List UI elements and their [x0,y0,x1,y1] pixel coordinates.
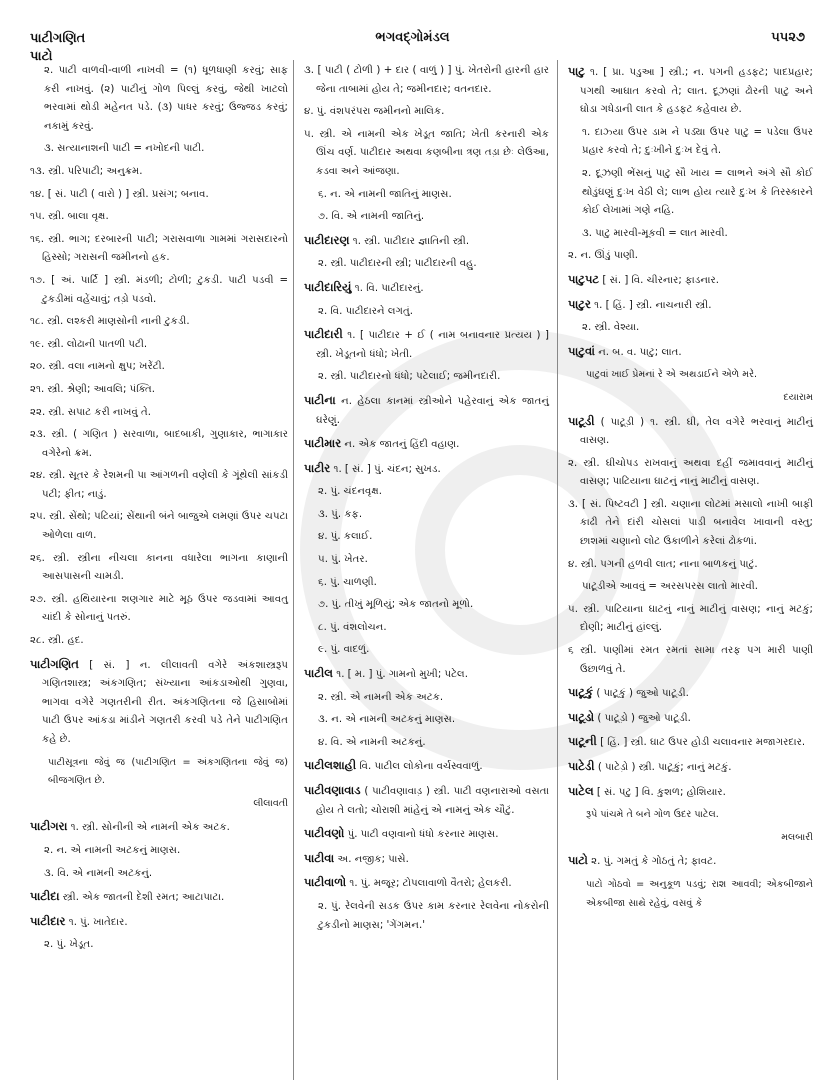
sub-sense: ૬. ન. એ નામની જાતિનું માણસ. [318,188,452,200]
dictionary-entry [304,849,549,870]
dictionary-entry [304,756,549,777]
sub-sense: ૩. ન. એ નામની અટકનું માણસ. [318,714,456,726]
definition: ૧. સ્ત્રી. સોનીની એ નામની એક અટક. [67,822,230,834]
dictionary-entry [568,708,813,729]
headword: પાટીમાર [304,436,342,451]
headword: પાટીગરા [30,819,68,834]
quotation-source: દયારામ [783,391,813,403]
numbered-sense: ૨૭. સ્ત્રી. હથિયારના શણગાર માટે મૂઠ ઉપર જડવામાં આવતુ ચાંદી કે સોનાનું પતરું. [30,593,288,624]
definition: ૧. સ્ત્રી. પાટીદાર જ્ઞાતિની સ્ત્રી. [349,235,470,247]
headword: પાટેડી [568,759,595,773]
sub-sense: ૨. સ્ત્રી. પાટીદારનો ધંધો; પટેલાઈ; જમીનદારી. [318,371,501,383]
definition: [ હિં. ] સ્ત્રી. ઘાટ ઉપર હોડી ચલાવનાર મજાગરદાર. [596,737,806,749]
sub-sense: ૩. સત્યાનાશની પાટી = નખોદની પાટી. [44,143,205,155]
dictionary-entry [304,391,549,430]
quotation: પાટીસૂત્રના જેવું જ (પાટીગણિત = અંકગણિતના જેવું જ) બીજગણિત છે. [48,756,288,787]
sub-sense: ૨. દૂઝણી ભેંસનું પાટુ સૌ ખાય = લાભને અંગે સૌ કોઈ થોડુંઘણું દુઃખ વેઠી લે; લાભ હોય ત્યારે દુઃખ કે તિરસ્કારને કોઈ લેખામાં ગણે નહિ. [582,167,813,217]
headword: પાટીના [304,392,336,407]
headword: પાટીલ [304,666,333,681]
sub-sense: ૨. ન. એ નામની અટકનું માણસ. [44,844,181,856]
quotation-source: મલબારી [781,831,813,843]
numbered-sense: ૪. સ્ત્રી. પગની હળવી લાત; નાના બાળકનું પાટું. [568,558,758,570]
headword: પાટૂડો [568,709,595,724]
sub-sense: ૨. પાટી વાળવી-વાળી નાખવી = (૧) ધૂળધાણી કરવું; સાફ કરી નાખવું. (૨) પાટીનું ગોળ પિલ્લું કરવું, જેથી ખાટલો ભરવામાં થોડી મહેનત પડે. (૩) પાધર કરવું; ઉજ્જડ કરવું; નકામું કરવું. [44,65,288,132]
definition: [ સં. ] વિ. ચીરનાર; ફાડનાર. [599,274,719,286]
headword: પાટીવણાવાડ [304,783,361,797]
definition: ૧. [ મ. ] પું. ગામનો મુખી; પટેલ. [332,669,468,681]
definition: ( પાટૂડ઼ી ) ૧. સ્ત્રી. ઘી, તેલ વગેરે ભરવાનું માટીનું વાસણ. [580,416,813,447]
dictionary-entry [568,342,813,363]
dictionary-entry [30,912,288,933]
sub-sense: ૫. પું. ખેતર. [318,554,368,566]
headword: પાટો [568,853,588,868]
definition: ૨. પું. ગમતું કે ગોઠતું તે; ફાવટ. [587,856,717,868]
headword: પાટીલશાહી [304,758,357,773]
definition: ( પાટૂડ઼ો ) જુઓ પાટૂડી. [594,712,691,724]
page-number: ૫૫૨૭ [771,30,805,45]
definition: ૧. [ પ્રા. પડુઆ ] સ્ત્રી.; ન. પગની હડફટ; પાદપ્રહાર; પગથી આઘાત કરવો તે; લાત. દૂઝણાં ઢોરની પાટુ અને ઘોડા ગધેડાની લાત કે હડફટ કહેવાય છે. [580,67,813,116]
column-3 [568,62,813,917]
numbered-sense: ૧૪. [ સં. પાટી ( વારો ) ] સ્ત્રી. પ્રસંગ; બનાવ. [30,188,209,200]
dictionary-entry [304,459,549,480]
sub-sense: ૯. પું. વાદળું. [318,644,370,656]
numbered-sense: ૩. [ પાટી ( ટોળી ) + દાર ( વાળું ) ] પું. ખેતરોની હારની હાર જેના તાબામાં હોય તે; જમીનદાર; વતનદાર. [304,65,549,95]
headword: પાટૂની [568,734,597,749]
dictionary-entry [304,278,549,299]
definition: સ્ત્રી. એક જાતની દેશી રમત; આટાપાટા. [59,892,225,904]
column-1 [30,62,288,959]
quotation-source: લીલાવતી [253,797,288,809]
book-title: ભગવદ્ગોમંડલ [375,30,450,45]
headword: પાટીવાળો [304,875,347,890]
definition: ( પાટીવણાવાડ઼ ) સ્ત્રી. પાટી વણનારાઓ વસતા હોય તે લતો; ચોરાશી માંહેનું એ નામનું એક ચૌટું. [316,786,549,816]
dictionary-entry [30,655,288,750]
sub-sense: ૩. પું. કફ. [318,508,363,520]
sub-sense: પાટૂડીએ આવવું = અરસપરસ લાતો મારવી. [582,581,759,593]
quotation: પાટુવાં ખાઈ પ્રેમનાં રે એ અથડાઈને એળે મરે. [586,369,758,381]
numbered-sense: ૨. સ્ત્રી. ઘીચોપડ રાખવાનું અથવા દહીં જમાવવાનું માટીનું વાસણ; પાટિયાના ઘાટનું નાનું માટીનું વાસણ. [568,457,813,488]
dictionary-entry [30,817,288,838]
numbered-sense: ૧૮. સ્ત્રી. લશ્કરી માણસોની નાની ટુકડી. [30,316,190,328]
numbered-sense: ૨૫. સ્ત્રી. સેંથો; પટિયાં; સેંથાની બંને બાજુએ લમણાં ઉપર ચપટા ઓળેલા વાળ. [30,511,288,542]
numbered-sense: ૩. [ સં. પિષ્ટવટી ] સ્ત્રી. ચણાના લોટમાં મસાલો નાખી બાફી કાઢી તેને દાંરી ચોસલાં પાડી બનાવેલ ખાવાની વસ્તુ; છાશમાં ચણાનો લોટ ઉકાળીને કરેલાં ઢોકળાં. [568,498,813,548]
headword: પાટુ [568,64,585,78]
definition: ૧. વિ. પાટીદારનું. [351,282,424,294]
dictionary-entry [568,412,813,451]
sub-sense: ૮. પું. વંશલોચન. [318,621,387,633]
sub-sense: ૭. પું. તીખું મૂળિયું; એક જાતનો મૂળો. [318,599,474,611]
dictionary-entry [304,873,549,894]
definition: ૧. [ સં. ] પું. ચંદન; સુખડ. [330,463,441,475]
headword: પાટીગણિત [30,656,79,671]
definition: ૧. [ હિં. ] સ્ત્રી. નાચનારી સ્ત્રી. [590,299,712,311]
dictionary-entry [304,664,549,685]
dictionary-entry [568,295,813,316]
numbered-sense: ૧૫. સ્ત્રી. બાલા વૃક્ષ. [30,211,109,223]
dictionary-entry [568,683,813,704]
column-divider [557,60,558,1080]
sub-sense: ૪. પું. કલાઈ. [318,531,373,543]
headword: પાટીવણો [304,826,345,841]
numbered-sense: ૬ સ્ત્રી. પાણીમાં રમત રમતાં સામા તરફ પગ મારી પાણી ઉછાળવું તે. [568,645,813,675]
definition: ન. એક જાતનું હિંદી વહાણ. [341,439,460,451]
headword: પાટૂડી [568,413,595,428]
numbered-sense: ૨૪. સ્ત્રી. સૂતર કે રેશમની પા આંગળની વણેલી કે ગૂંથેલી સાંકડી પટી; ફીત; નાડું. [30,470,288,500]
headword: પાટીદારિયું [304,279,352,294]
definition: ન. હેઠલા કાનમાં સ્ત્રીઓને પહેરવાનું એક જાતનું ઘરેણું. [316,395,549,426]
sub-sense: ૩. પાટુ મારવી-મૂકવી = લાત મારવી. [582,227,728,239]
headword: પાટુવાં [568,343,595,358]
sub-sense: ૨. પું. ચંદનવૃક્ષ. [318,486,382,498]
dictionary-entry [304,824,549,845]
dictionary-entry [304,434,549,455]
definition: અ. નજીક; પાસે. [334,853,409,865]
dictionary-entry [568,851,813,872]
numbered-sense: ૨૩. સ્ત્રી. ( ગણિત ) સરવાળા, બાદબાકી, ગુણાકાર, ભાગાકાર વગેરેનો ક્રમ. [30,429,288,459]
definition: ૧. પું. ખાતેદાર. [65,916,128,928]
sub-sense: ૨. પું. ખેડૂત. [44,939,94,951]
dictionary-entry [568,757,813,778]
numbered-sense: ૫. સ્ત્રી. એ નામની એક ખેડૂત જાતિ; ખેતી કરનારી એક ઊંચ વર્ણ. પાટીદાર અથવા કણબીના ત્રણ તડ઼ા છેઃ લેઉઆ, કડવા અને આંજણા. [304,128,549,177]
dictionary-entry [30,887,288,908]
sub-sense: ૪. વિ. એ નામની અટકનું. [318,736,426,748]
sub-sense: ૩. વિ. એ નામની અટકનું. [44,867,153,879]
dictionary-entry [304,231,549,252]
numbered-sense: ૨૧. સ્ત્રી. શ્રેણી; આવલિ; પંક્તિ. [30,383,155,395]
headword: પાટીર [304,460,331,475]
numbered-sense: ૫. સ્ત્રી. પાટિયાના ઘાટનું નાનું માટીનું વાસણ; નાનું મટકું; દોણી; માટીનું હાંલ્લું. [568,603,813,634]
sub-sense: ૬. પું. ચાળણી. [318,576,377,588]
definition: ૧. પું. મજૂર; ટોપલાવાળો વૈતરો; હેલકરી. [346,878,512,890]
dictionary-entry [304,781,549,820]
numbered-sense: ૪. પું. વંશપરંપરા જમીનનો માલિક. [304,106,445,118]
definition: ( પાટેડ઼ો ) સ્ત્રી. પાટૂકું; નાનું મટકું. [594,762,732,773]
dictionary-entry [568,782,813,803]
dictionary-entry [304,325,549,364]
numbered-sense: ૨૨. સ્ત્રી. સપાટ કરી નાખવું તે. [30,406,152,418]
headword: પાટુપટ [568,271,600,286]
column-divider [293,60,294,1080]
numbered-sense: ૨૦. સ્ત્રી. વલા નામનો ક્ષુપ; ખરેંટી. [30,361,165,373]
headword: પાટીદાર [30,913,66,928]
definition: [ સં. પટુ ] વિ. કુશળ; હોશિયાર. [593,786,726,798]
column-2 [304,62,549,939]
definition: વિ. પાટીલ લોકોના વર્ચસ્વવાળું. [356,761,483,773]
numbered-sense: ૨૮. સ્ત્રી. હદ. [30,635,84,647]
numbered-sense: ૧૩. સ્ત્રી. પરિપાટી; અનુક્રમ. [30,165,143,177]
sub-sense: ૧. દાઝ્યા ઉપર ડામ ને પડ્યા ઉપર પાટુ = પડેલા ઉપર પ્રહાર કરવો તે; દુઃખીને દુઃખ દેવું તે. [582,126,813,157]
sub-sense: ૭. વિ. એ નામની જાતિનું. [318,211,425,223]
sub-sense: ૨. વિ. પાટીદારને લગતું. [318,305,413,317]
guide-word-first: પાટીગણિત [30,31,86,46]
numbered-sense: ૧૭. [ અં. પાર્ટિ ] સ્ત્રી. મંડળી; ટોળી; ટુકડી. પાટી પડવી = ટુકડીમાં વહેંચાવું; તડ઼ો પડવો. [30,274,288,305]
sub-sense: ૨. સ્ત્રી. વેશ્યા. [582,322,640,334]
definition: ન. બ. વ. પાટુ; લાત. [594,346,682,358]
quotation: પાટો ગોઠવો = અનુકૂળ પડવું; રાશ આવવી; એકબીજાને એકબીજા સાથે રહેવું, વસવું કે [586,878,813,909]
headword: પાટીવા [304,850,335,865]
headword: પાટુર [568,296,591,311]
numbered-sense: ૨૬. સ્ત્રી. સ્ત્રીના નીચલા કાનના વધારેલા ભાગના કાણાની આસપાસની ચામડી. [30,552,288,583]
dictionary-entry [568,270,813,291]
dictionary-entry [568,732,813,753]
definition: પું. પાટી વણવાનો ધંધો કરનાર માણસ. [344,829,499,841]
numbered-sense: ૧૯. સ્ત્રી. લોઢાની પાતળી પટી. [30,338,148,350]
quotation: રૂપે પાંચમે તે બને ગોળ ઉદર પાટેલ. [586,809,719,821]
headword: પાટૂકું [568,685,594,700]
definition: ( પાટૂકું ) જુઓ પાટૂડી. [593,688,689,700]
definition: ૧. [ પાટીદાર + ઈ ( નામ બનાવનાર પ્રત્યય ) ] સ્ત્રી. ખેડૂતનો ધંધો; ખેતી. [316,330,549,360]
sub-sense: ૨. સ્ત્રી. પાટીદારની સ્ત્રી; પાટીદારની વહુ. [318,258,477,270]
headword: પાટીદા [30,889,60,904]
sub-sense: ૨. પું. રેલવેની સડક ઉપર કામ કરનાર રેલવેના નોકરોની ટુકડીનો માણસ; 'ગેંગમન.' [318,900,549,931]
headword: પાટીદારી [304,327,343,342]
headword: પાટીદારણ [304,232,350,247]
numbered-sense: ૧૬. સ્ત્રી. ભાગ; દરબારની પાટી; ગરાસવાળા ગામમાં ગરાસદારનો હિસ્સો; ગરાસની જમીનનો હક. [30,233,288,264]
dictionary-entry [568,62,813,120]
guide-word-last: પાટો [30,49,53,64]
numbered-sense: ૨. ન. ઊંડું પાણી. [568,250,639,262]
sub-sense: ૨. સ્ત્રી. એ નામની એક અટક. [318,691,444,703]
definition: [ સં. ] ન. લીલાવતી વગેરે અંકશાસ્ત્રરૂપ ગણિતશાસ્ત્ર; અંકગણિત; સંખ્યાના આંકડાઓથી ગુણવા, ભાગવા વગેરે ગણતરીની રીત. અંકગણિતના જે હિસાબોમાં પાટી ઉપર આંકડા માંડીને ગણતરી કરવી પડે તેને પાટીગણિત કહે છે. [42,659,288,745]
headword: પાટેલ [568,783,594,798]
